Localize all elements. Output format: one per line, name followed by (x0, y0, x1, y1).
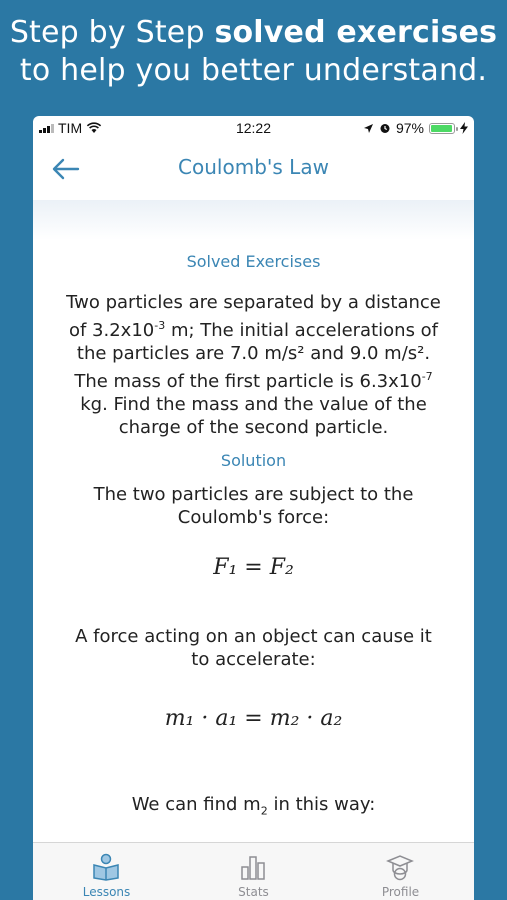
exercise-content (33, 240, 474, 823)
header-shadow (33, 200, 474, 240)
phone-screen (33, 116, 474, 900)
tab-lessons[interactable] (33, 843, 180, 900)
tab-stats-label: Stats (238, 885, 269, 899)
battery-icon (429, 123, 455, 134)
find-mass-text: We can find $m_2$ in this way: (131, 794, 376, 818)
solution-intro: The two particles are subject to the Coulomb's force: (93, 484, 414, 528)
carrier-name: TIM (58, 120, 83, 136)
section-title: Solved Exercises (186, 252, 321, 271)
status-bar (33, 116, 474, 140)
graduation-cap-icon (385, 853, 415, 881)
alarm-icon (379, 122, 391, 134)
formula-forces-equal: F₁ = F₂ (213, 555, 294, 580)
promo-banner (0, 14, 507, 90)
force-explanation: A force acting on an object can cause it to accelerate: (75, 626, 432, 670)
book-reader-icon (91, 853, 121, 881)
promo-line-1: Step by Step solved exercises (9, 15, 498, 50)
battery-percent: 97% (395, 120, 424, 136)
solution-title: Solution (220, 451, 287, 470)
status-right (363, 120, 468, 136)
tab-profile-label: Profile (381, 885, 420, 899)
charging-icon (460, 122, 468, 134)
navigation-bar (33, 140, 474, 200)
location-icon (363, 123, 374, 134)
tab-bar (33, 842, 474, 900)
problem-statement: Two particles are separated by a distance of $3.2x10^{-3}$ m; The initial accelerations of the particles are 7.0 m/s² and 9.0 m/s². The mass of the first particle is $6.3x10^{-7}$ kg. Find the mass and the value of the charge of the second particle. (66, 292, 441, 438)
promo-line-2: to help you better understand. (19, 53, 488, 88)
tab-profile[interactable] (327, 843, 474, 900)
formula-mass-acceleration: m₁ · a₁ = m₂ · a₂ (164, 706, 343, 731)
tab-lessons-label: Lessons (82, 885, 131, 899)
page-title: Coulomb's Law (178, 155, 329, 179)
tab-stats[interactable] (180, 843, 327, 900)
status-time: 12:22 (235, 120, 272, 136)
bar-chart-icon (238, 853, 268, 881)
